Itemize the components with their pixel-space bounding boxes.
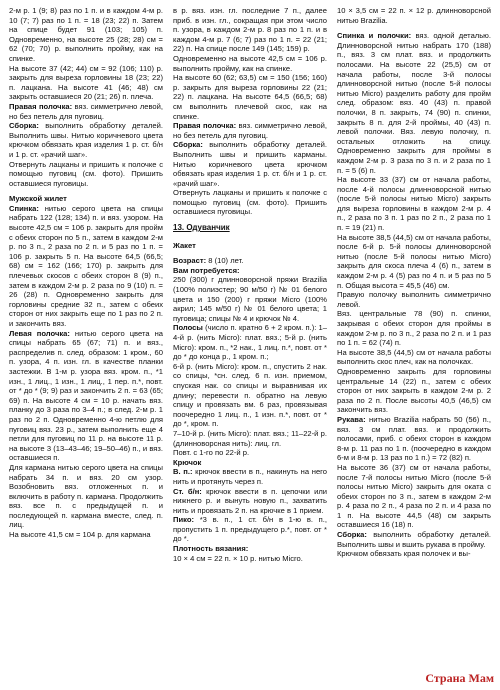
sleeves-paragraph (337, 414, 494, 463)
text-inline: нитью серого цвета на спицы набрать 122 (128; 134) п. и вяз. узором. На высоте 42,5 см = 106 р. закрыть для пройм с обеих сторон по 5 п., затем в каждом 2-м р. по 3 п., 2 раза по 2 п. и 5 раз по 1 п. = 106 р. закрыть 5 п. На высоте 64,5 (66,5; 68) см = 162 (166; 170) р. закрыть для плечевых скосов с обеих сторон 8 (9) п., затем в каждом 2-м р. 2 раза по 9 (10) п. = 26 (28) п. Одновременно закрыть для горловины средние 32 п., затем с обеих сторон от них закрыть еще по 1 раз по 2 п. и закончить вяз. (9, 203, 166, 328)
text-block: 2-м р. 1 (9; 8) раз по 1 п. и в каждом 4-м р. 10 (7; 7) раз по 1 п. = 18 (23; 22) п. Затем на спице будет 91 (103; 105) п. Одновременно, на высоте 25 (28; 28) см = 62 (70; 70) р. выполнить пройму, как на спинке. (9, 6, 166, 63)
heading-stripes: Полосы (173, 323, 203, 333)
column-2 (173, 6, 330, 682)
assembly-paragraph (337, 530, 494, 549)
text-block: На высоте 60 (62; 63,5) см = 150 (156; 160) р. закрыть для выреза горловины 22 (21; 22) п. лацкана. На высоте 64,5 (66,5; 68) см выполнить плечевой скос, как на спинке. (173, 73, 330, 121)
text-block: На высоте 38,5 (44,5) см от начала работы выполнить скос плеч, как на полочках. (337, 347, 494, 367)
text-block: Крючком обвязать края полочек и вы- (337, 549, 471, 559)
text-inline: выполнить обработку деталей. Выполнить швы и пришить карманы. Нитью коричневого цвета крючком обвязать края изделия 1 р. ст. б/н и 1 р. ст. «рачий шаг». (173, 140, 330, 188)
column-1 (9, 6, 166, 682)
text-block: На высоте 38,5 (44,5) см от начала работы, после 6-й р. 5-й полосы длинноворсной нитью (после 5-й полосы нитью Micro) закрыть для скоса плеча 4 (6) п., затем в каждом 2-м р. 4 (5) раз по 4 п. и 5 раз по 5 п. Общая высота = 45,5 (46) см. (337, 232, 494, 290)
text-inline: крючок ввести в п. цепочки или нижнего р. и вынуть новую п., захватить нить и провязать 2 п. на крючке в 1 прием. (173, 486, 330, 515)
text-inline: *3 в. п., 1 ст. б/н в 1-ю в. п., пропустить 1 п. предыдущего р.*, повт. от * до *. (173, 515, 330, 544)
text-block: 6-й р. (нить Micro): кром. п., спустить 2 нак. со спицы, *сн. след. 6 п. изн. приемом, спуская нак. со спицы и выравнивая их длину; перевести п. обратно на левую спицу и провязать вм. 6 раз, провязывая поочередно 1 лиц. п., 1 изн. п.*, повт. от * до *, кром. п. (173, 361, 330, 429)
text-inline: вяз. одной деталью. Длинноворсной нитью набрать 170 (188) п., вяз. 3 см плат. вяз. и продолжить полосами. На высоте 22 (25,5) см от начала работы, после 3-й полосы длинноворсной нитью (после 5-й полосы нитью Micro) разделить работу для пройм след. образом: вяз. 40 (43) п. правой полочки, 8 п. закрыть, 74 (90) п. спинки, закрыть 8 п. для 2-й проймы, 40 (43) п. левой полочки. Вяз. левую полочку, п. остальных отложить на спицу. Одновременно закрыть для проймы в каждом 2-м р. 3 раза по 3 п. и 2 раза по 1 п. = 5 (6) п. (337, 31, 494, 175)
heading-assembly: Сборка: (337, 530, 367, 540)
heading-back-and-fronts: Спинка и полочки: (337, 31, 412, 41)
text-block: Одновременно на высоте 42,5 см = 106 р. выполнить пройму, как на спинке. (173, 53, 330, 73)
text-block: Отвернуть лацканы и пришить к полочке с помощью пуговиц (см. фото). Пришить оставшиеся пуговицы. (173, 188, 330, 217)
assembly-paragraph (173, 140, 330, 188)
heading-chain-stitch: В. п.: (173, 467, 193, 477)
text-block: На высоте 41,5 см = 104 р. для кармана (9, 530, 151, 540)
heading-right-front: Правая полочка: (173, 121, 237, 131)
heading-crochet: Крючок (173, 457, 202, 467)
text-inline: нитью Brazilia набрать 50 (56) п., вяз. 3 см плат. вяз. и продолжить полосами, приб. с обеих сторон в каждом 8-м р. 11 раз по 1 п. (поочередно в каждом 6-м и 8-м р. 13 раз по 1 п.) = 72 (82) п. (337, 414, 494, 463)
heading-left-front: Левая полочка: (9, 328, 70, 338)
text-block: Правую полочку выполнить симметрично левой. (337, 290, 494, 309)
heading-sleeves: Рукава: (337, 414, 366, 424)
section-title-dandelion: 13. Одуванчик (173, 223, 230, 233)
text-inline: выполнить обработку деталей. Выполнить швы и вшить рукава в пройму. (337, 530, 494, 549)
text-block: Повт. с 1-го по 22-й р. (173, 448, 250, 458)
heading-age: Возраст: (173, 256, 207, 266)
text-inline: 8 (10) лет. (206, 256, 244, 266)
heading-right-front: Правая полочка: (9, 101, 73, 111)
heading-back: Спинка: (9, 203, 39, 213)
text-inline: нитью серого цвета на спицы набрать 65 (67; 71) п. и вяз., распределив п. след. образом: 1 кром., 60 п. узора, 4 п. изн. гл. в качестве планки застежки. В 1-м р. узора вяз. кром. п., *1 изн., 1 лиц., 1 изн., 1 лиц., 1 пер. п.*, повт. от * до * (9; 9) раз и закончить 2 п. = 63 (65; 69) п. На высоте 4 см = 10 р. начать вяз. планку до 3 раза по 3–4 п.; в след. 2-м р. 1 раз по 2 п. Одновременно 4-ю петлю для пуговиц вяз. 23 р., затем выполнить еще 4 петли для пуговиц по 11 р. на высоте 11 р. на высоте 3 (13–43–46; 19–50–46) п., и вяз. оставшиеся п. (9, 328, 166, 463)
picot-paragraph (173, 515, 330, 544)
heading-gauge: Плотность вязания: (173, 544, 249, 554)
text-block: На высоте 33 (37) см от начала работы, после 4-й полосы длинноворсной нитью (после 5-й полосы нитью Micro) закрыть для выреза горловины в каждом 2-м р. 4 п., 2 раза по 3 п. 1 раз по 2 п., 2 раза по 1 п. = 19 (21) п. (337, 175, 494, 233)
text-block: На высоте 37 (42; 44) см = 92 (106; 110) р. закрыть для выреза горловины 18 (23; 22) п. лацкана. На высоте 41 (46; 48) см закрыть оставшиеся 20 (21; 26) п. плеча. (9, 63, 166, 102)
text-inline: крючок ввести в п., накинуть на него нить и протянуть через п. (173, 467, 330, 486)
single-crochet-paragraph (173, 486, 330, 516)
section-subtitle-jacket: Жакет (173, 240, 196, 250)
heading-materials: Вам потребуется: (173, 265, 240, 275)
back-fronts-paragraph (337, 31, 494, 175)
left-front-paragraph (9, 328, 166, 463)
text-block: 7–10-й р. (нить Micro): плат. вяз.; 11–22-й р. (длинноворсная нить): лиц. гл. (173, 428, 330, 448)
text-block: в р. вяз. изн. гл. последние 7 п., далее приб. в изн. гл., сокращая при этом число п. узора, в каждом 2-м р. 8 раз по 1 п. и в каждом 4-м р. 7 (6; 7) раз по 1 п. = 22 (21; 22) п. На спице после 149 (145; 159) р. (173, 6, 330, 54)
text-inline: вяз. симметрично левой, но без петель для пуговиц. (9, 101, 166, 121)
heading-single-crochet: Ст. б/н: (173, 486, 202, 496)
assembly-paragraph (9, 121, 166, 159)
section-title-mens-vest: Мужской жилет (9, 194, 67, 204)
age-paragraph (173, 256, 327, 266)
site-watermark: Страна Мам (425, 671, 494, 685)
text-inline: вяз. симметрично левой, но без петель для пуговиц. (173, 121, 330, 140)
text-block: Отвернуть лацканы и пришить к полочке с помощью пуговиц (см. фото). Пришить оставшиеся пуговицы. (9, 159, 166, 188)
heading-assembly: Сборка: (173, 140, 203, 150)
text-block: Для кармана нитью серого цвета на спицы набрать 34 п. и вяз. 20 см узор. Возобновить вяз. отложенных п. и включить в работу п. кармана. Продолжить вяз. все п. с предыдущей п. и последующей п. кармана вместе, след. п. лиц. (9, 462, 166, 530)
text-block: Одновременно закрыть для горловины центральные 14 (22) п., затем с обеих сторон от них закрыть в каждом 2-м р. 2 раза по 2 п. После высоты 40,5 (46,5) см закончить вяз. (337, 366, 494, 415)
text-block: 250 (300) г длинноворсной пряжи Brazilia (100% полиэстер; 90 м/50 г) № 01 белого цвета и 150 (200) г пряжи Micro (100% акрил; 145 м/50 г) № 01 белого цвета; 1 пуговица; спицы № 4 и крючок № 4. (173, 275, 330, 323)
text-inline: выполнить обработку деталей. Выполнить швы. Нитью коричневого цвета крючком обвязать края изделия 1 р. ст. б/н и 1 р. ст. «рачий шаг». (9, 121, 166, 159)
text-inline: (число п. кратно 6 + 2 кром. п.): 1–4-й р. (нить Micro): плат. вяз.; 5-й р. (нить Micro): кром. п., *2 нак., 1 лиц. п.*, повт. от * до * до конца р., 1 кром. п.; (173, 323, 330, 362)
column-3 (337, 6, 494, 682)
back-paragraph (9, 203, 166, 329)
text-block: 10 × 4 см = 22 п. × 10 р. нитью Micro. (173, 553, 303, 563)
stripes-paragraph (173, 323, 330, 362)
right-front-paragraph (9, 101, 166, 121)
right-front-paragraph (173, 121, 330, 140)
text-block: Вяз. центральные 78 (90) п. спинки, закрывая с обеих сторон для проймы в каждом 2-м р. по 3 п., 2 раза по 2 п. и 1 раз по 1 п. = 62 (74) п. (337, 309, 494, 348)
text-block: На высоте 36 (37) см от начала работы, после 7-й полосы нитью Micro (после 5-й полосы нитью Micro) закрыть для оката с обеих сторон по 3 п., затем в каждом 2-м р. 4 раза по 2 п., 4 раза по 2 п. и 4 раза по 1 п. На высоте 44,5 (48) см закрыть оставшиеся 16 (18) п. (337, 462, 494, 530)
heading-picot: Пико: (173, 515, 194, 525)
chain-stitch-paragraph (173, 467, 330, 486)
heading-assembly: Сборка: (9, 121, 39, 131)
text-block: 10 × 3,5 см = 22 п. × 12 р. длинноворсной нитью Brazilia. (337, 6, 494, 25)
